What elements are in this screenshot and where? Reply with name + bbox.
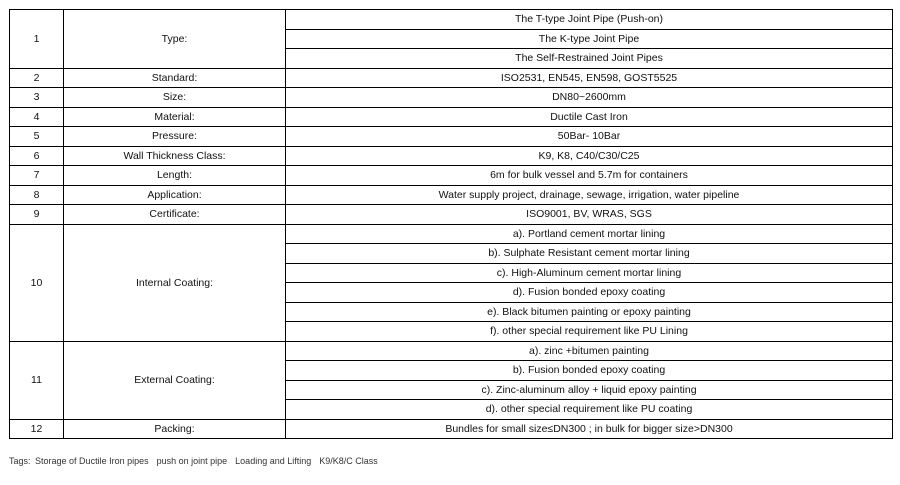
tag-link[interactable]: push on joint pipe [156, 456, 228, 466]
property-value-cell: b). Fusion bonded epoxy coating [286, 361, 893, 381]
tag-list [33, 456, 378, 466]
property-value-cell: c). Zinc-aluminum alloy + liquid epoxy painting [286, 380, 893, 400]
property-value-cell: f). other special requirement like PU Lining [286, 322, 893, 342]
row-number-cell: 12 [10, 419, 64, 439]
table-row [10, 185, 893, 205]
row-number-cell: 3 [10, 88, 64, 108]
property-name-cell: Material: [64, 107, 286, 127]
property-name-cell: Wall Thickness Class: [64, 146, 286, 166]
property-value-cell: b). Sulphate Resistant cement mortar lining [286, 244, 893, 264]
property-value-cell: d). Fusion bonded epoxy coating [286, 283, 893, 303]
table-row [10, 341, 893, 361]
property-value-cell: a). Portland cement mortar lining [286, 224, 893, 244]
property-value-cell: Ductile Cast Iron [286, 107, 893, 127]
row-number-cell: 5 [10, 127, 64, 147]
property-name-cell: Pressure: [64, 127, 286, 147]
property-name-cell: Length: [64, 166, 286, 186]
property-name-cell: External Coating: [64, 341, 286, 419]
tags-label: Tags: [9, 456, 31, 466]
spec-table [9, 9, 893, 439]
table-row [10, 10, 893, 30]
property-value-cell: The Self-Restrained Joint Pipes [286, 49, 893, 69]
property-value-cell: ISO2531, EN545, EN598, GOST5525 [286, 68, 893, 88]
table-row [10, 205, 893, 225]
tag-link[interactable]: Storage of Ductile Iron pipes [35, 456, 149, 466]
property-name-cell: Application: [64, 185, 286, 205]
property-value-cell: Bundles for small size≤DN300 ; in bulk for bigger size>DN300 [286, 419, 893, 439]
table-row [10, 146, 893, 166]
property-name-cell: Standard: [64, 68, 286, 88]
row-number-cell: 1 [10, 10, 64, 69]
property-value-cell: The T-type Joint Pipe (Push-on) [286, 10, 893, 30]
property-value-cell: a). zinc +bitumen painting [286, 341, 893, 361]
row-number-cell: 9 [10, 205, 64, 225]
table-row [10, 419, 893, 439]
property-value-cell: DN80~2600mm [286, 88, 893, 108]
property-value-cell: d). other special requirement like PU coating [286, 400, 893, 420]
table-row [10, 127, 893, 147]
property-value-cell: 50Bar- 10Bar [286, 127, 893, 147]
table-row [10, 88, 893, 108]
table-row [10, 224, 893, 244]
row-number-cell: 4 [10, 107, 64, 127]
property-value-cell: K9, K8, C40/C30/C25 [286, 146, 893, 166]
row-number-cell: 11 [10, 341, 64, 419]
property-value-cell: ISO9001, BV, WRAS, SGS [286, 205, 893, 225]
spec-table-body [10, 10, 893, 439]
property-name-cell: Size: [64, 88, 286, 108]
row-number-cell: 6 [10, 146, 64, 166]
property-name-cell: Type: [64, 10, 286, 69]
row-number-cell: 2 [10, 68, 64, 88]
property-name-cell: Internal Coating: [64, 224, 286, 341]
table-row [10, 107, 893, 127]
property-value-cell: 6m for bulk vessel and 5.7m for containers [286, 166, 893, 186]
property-value-cell: Water supply project, drainage, sewage, irrigation, water pipeline [286, 185, 893, 205]
table-row [10, 68, 893, 88]
row-number-cell: 10 [10, 224, 64, 341]
tags-bar [9, 456, 378, 466]
property-value-cell: The K-type Joint Pipe [286, 29, 893, 49]
property-name-cell: Certificate: [64, 205, 286, 225]
property-name-cell: Packing: [64, 419, 286, 439]
table-row [10, 166, 893, 186]
row-number-cell: 8 [10, 185, 64, 205]
tag-link[interactable]: Loading and Lifting [235, 456, 312, 466]
property-value-cell: e). Black bitumen painting or epoxy painting [286, 302, 893, 322]
row-number-cell: 7 [10, 166, 64, 186]
tag-link[interactable]: K9/K8/C Class [319, 456, 378, 466]
property-value-cell: c). High-Aluminum cement mortar lining [286, 263, 893, 283]
